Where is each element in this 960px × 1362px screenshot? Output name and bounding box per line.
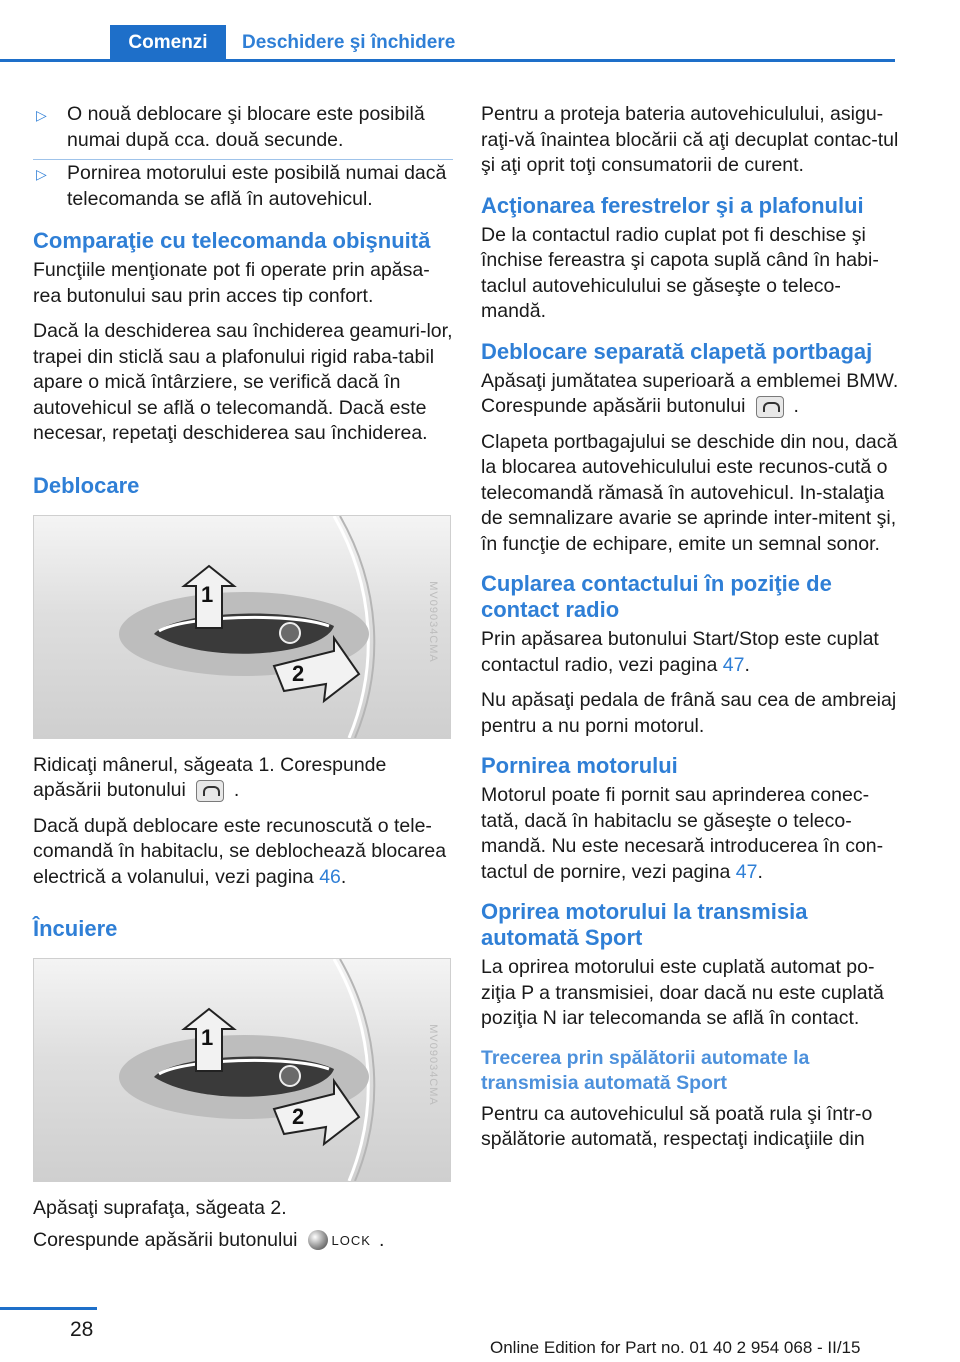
page-number: 28 bbox=[70, 1318, 94, 1341]
edition-note: Online Edition for Part no. 01 40 2 954 068 - II/15 bbox=[490, 1338, 861, 1357]
paragraph: Motorul poate fi pornit sau aprinderea conec‐tată, dacă în habitaclu se găseşte o teleco‐mandă. Nu este necesară introducerea în con‐tactul de pornire, vezi pagina 47. bbox=[481, 784, 884, 883]
heading-trunk: Deblocare separată clapetă portbagaj bbox=[481, 338, 873, 364]
list-item bbox=[33, 161, 453, 212]
figure-code: MV09034CMA bbox=[427, 1024, 439, 1106]
header-tab-section[interactable]: Deschidere şi închidere bbox=[242, 32, 456, 53]
footer-rule bbox=[0, 1307, 97, 1310]
figure-code: MV09034CMA bbox=[427, 580, 439, 663]
bmw-roundel-icon bbox=[308, 1230, 328, 1250]
paragraph: De la contactul radio cuplat pot fi deschise şi închise fereastra şi capota suplă când în habi‐taclul autovehiculului se găseşte o teleco‐mandă. bbox=[481, 223, 879, 322]
page-link[interactable]: 47 bbox=[735, 860, 758, 883]
list-item-text: O nouă deblocare şi blocare este posibilă numai după cca. două secunde. bbox=[67, 103, 425, 151]
door-handle-illustration bbox=[34, 516, 450, 738]
paragraph: La oprirea motorului este cuplată automat po‐ziţia P a transmisiei, doar dacă nu este cuplată poziţia N iar telecomanda se află în contact. bbox=[481, 956, 884, 1029]
list-item bbox=[33, 102, 453, 153]
header-rule bbox=[0, 59, 895, 62]
paragraph: Prin apăsarea butonului Start/Stop este cuplat contactul radio, vezi pagina 47. bbox=[481, 628, 879, 676]
bullet-list bbox=[33, 102, 453, 212]
door-handle-illustration bbox=[34, 959, 450, 1181]
svg-text:2: 2 bbox=[292, 660, 305, 686]
trunk-button-icon bbox=[756, 396, 784, 418]
heading-lock: Încuiere bbox=[33, 916, 118, 941]
paragraph: Funcţiile menţionate pot fi operate prin apăsa‐rea butonului sau prin acces tip confort. bbox=[33, 259, 430, 307]
door-handle-figure-lock bbox=[33, 958, 451, 1182]
door-handle-figure-unlock bbox=[33, 515, 451, 739]
paragraph: Clapeta portbagajului se deschide din nou, dacă la blocarea autovehiculului este recunos‐cută o telecomandă rămasă în autovehicul. In‐stalaţia de semnalizare avarie se aprinde inter‐mitent şi, în funcţie de echipare, emite un semnal sonor. bbox=[481, 430, 898, 555]
heading-windows: Acţionarea ferestrelor şi a plafonului bbox=[481, 192, 864, 218]
paragraph: Dacă după deblocare este recunoscută o tele‐comandă în habitaclu, se deblochează blocarea electrică a volanului, vezi pagina 46. bbox=[33, 814, 447, 888]
triangle-bullet-icon: ▷ bbox=[36, 166, 47, 182]
paragraph: Apăsaţi suprafaţa, săgeata 2. bbox=[33, 1197, 287, 1219]
list-item-text: Pornirea motorului este posibilă numai dacă telecomanda se află în autovehicul. bbox=[67, 162, 447, 210]
heading-engine-stop: Oprirea motorului la transmisia automată Sport bbox=[481, 899, 808, 950]
svg-text:1: 1 bbox=[201, 581, 214, 607]
heading-comparison: Comparaţie cu telecomanda obişnuită bbox=[33, 228, 431, 253]
right-column bbox=[481, 102, 901, 1163]
paragraph: Pentru a proteja bateria autovehiculului, asigu‐raţi-vă înaintea blocării că aţi decuplat contac‐tul şi aţi oprit toţi consumatorii de curent. bbox=[481, 103, 899, 176]
page-link[interactable]: 47 bbox=[722, 653, 745, 676]
lock-button-icon bbox=[308, 1228, 371, 1254]
paragraph: Ridicaţi mânerul, săgeata 1. Corespunde apăsării butonului . bbox=[33, 753, 387, 801]
page-link[interactable]: 46 bbox=[319, 865, 341, 888]
paragraph: Nu apăsaţi pedala de frână sau cea de ambreiaj pentru a nu porni motorul. bbox=[481, 689, 897, 737]
list-divider bbox=[33, 159, 453, 160]
unlock-button-icon bbox=[196, 780, 224, 802]
paragraph: Apăsaţi jumătatea superioară a emblemei BMW. Corespunde apăsării butonului . bbox=[481, 369, 899, 417]
header-tab-active[interactable]: Comenzi bbox=[110, 25, 226, 61]
heading-radio: Cuplarea contactului în poziţie de contact radio bbox=[481, 571, 832, 622]
paragraph: Dacă la deschiderea sau închiderea geamuri‐lor, trapei din sticlă sau a plafonului rigid raba‐tabil apare o mică întârziere, se verifică dacă în autovehicul se află o telecomandă. Dacă este necesar, repetaţi deschiderea sau închiderea. bbox=[33, 320, 453, 444]
lock-label: LOCK bbox=[331, 1232, 371, 1248]
subheading-car-wash: Trecerea prin spălătorii automate la transmisia automată Sport bbox=[481, 1046, 810, 1094]
heading-unlock: Deblocare bbox=[33, 472, 140, 498]
heading-engine-start: Pornirea motorului bbox=[481, 753, 678, 778]
left-column bbox=[33, 102, 453, 1263]
svg-text:2: 2 bbox=[292, 1104, 305, 1129]
svg-text:1: 1 bbox=[201, 1025, 214, 1050]
triangle-bullet-icon: ▷ bbox=[36, 107, 47, 123]
paragraph: Pentru ca autovehiculul să poată rula şi într-o spălătorie automată, respectaţi indicaţiile din bbox=[481, 1102, 873, 1150]
paragraph: Corespunde apăsării butonului LOCK . bbox=[33, 1228, 453, 1254]
